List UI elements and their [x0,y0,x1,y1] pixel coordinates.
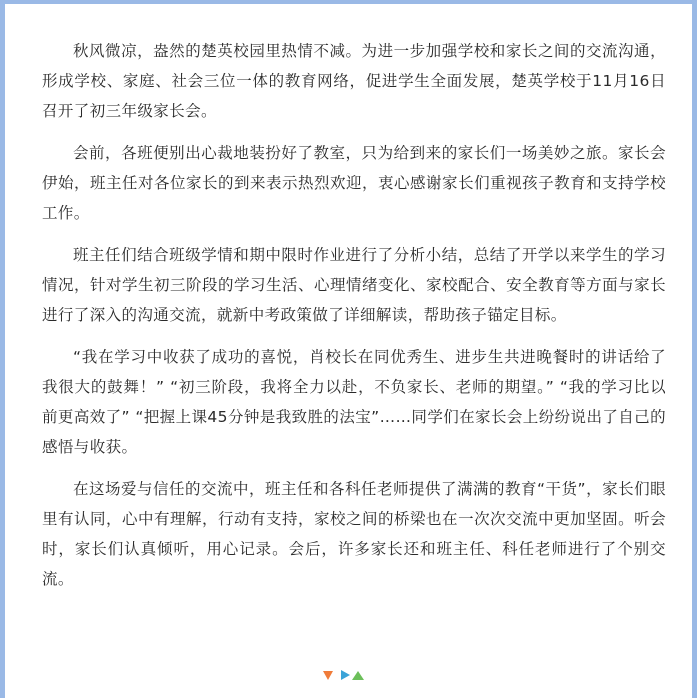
triangle-down-icon [323,671,333,680]
paragraph-4: “我在学习中收获了成功的喜悦，肖校长在同优秀生、进步生共进晚餐时的讲话给了我很大的鼓舞！” “初三阶段，我将全力以赴，不负家长、老师的期望。” “我的学习比以前更高效了” “把握上课45分钟是我致胜的法宝”……同学们在家长会上纷纷说出了自己的感悟与收获。 [42,348,666,456]
paragraph-1: 秋风微凉，盎然的楚英校园里热情不减。为进一步加强学校和家长之间的交流沟通，形成学校、家庭、社会三位一体的教育网络，促进学生全面发展，楚英学校于11月16日召开了初三年级家长会。 [42,42,666,120]
paragraph-5: 在这场爱与信任的交流中，班主任和各科任老师提供了满满的教育“干货”，家长们眼里有认同，心中有理解，行动有支持，家校之间的桥梁也在一次次交流中更加坚固。听会时，家长们认真倾听，用心记录。会后，许多家长还和班主任、科任老师进行了个别交流。 [42,480,666,588]
paragraph-2: 会前，各班便别出心裁地装扮好了教室，只为给到来的家长们一场美妙之旅。家长会伊始，班主任对各位家长的到来表示热烈欢迎，衷心感谢家长们重视孩子教育和支持学校工作。 [42,144,666,222]
paragraph-3: 班主任们结合班级学情和期中限时作业进行了分析小结，总结了开学以来学生的学习情况，针对学生初三阶段的学习生活、心理情绪变化、家校配合、安全教育等方面与家长进行了深入的沟通交流，就新中考政策做了详细解读，帮助孩子锚定目标。 [42,246,666,324]
triangle-up-icon [352,671,364,680]
triangle-group-icon [319,668,379,682]
decorative-triangles [0,664,697,680]
triangle-right-icon [341,670,350,680]
article-body [42,36,666,606]
